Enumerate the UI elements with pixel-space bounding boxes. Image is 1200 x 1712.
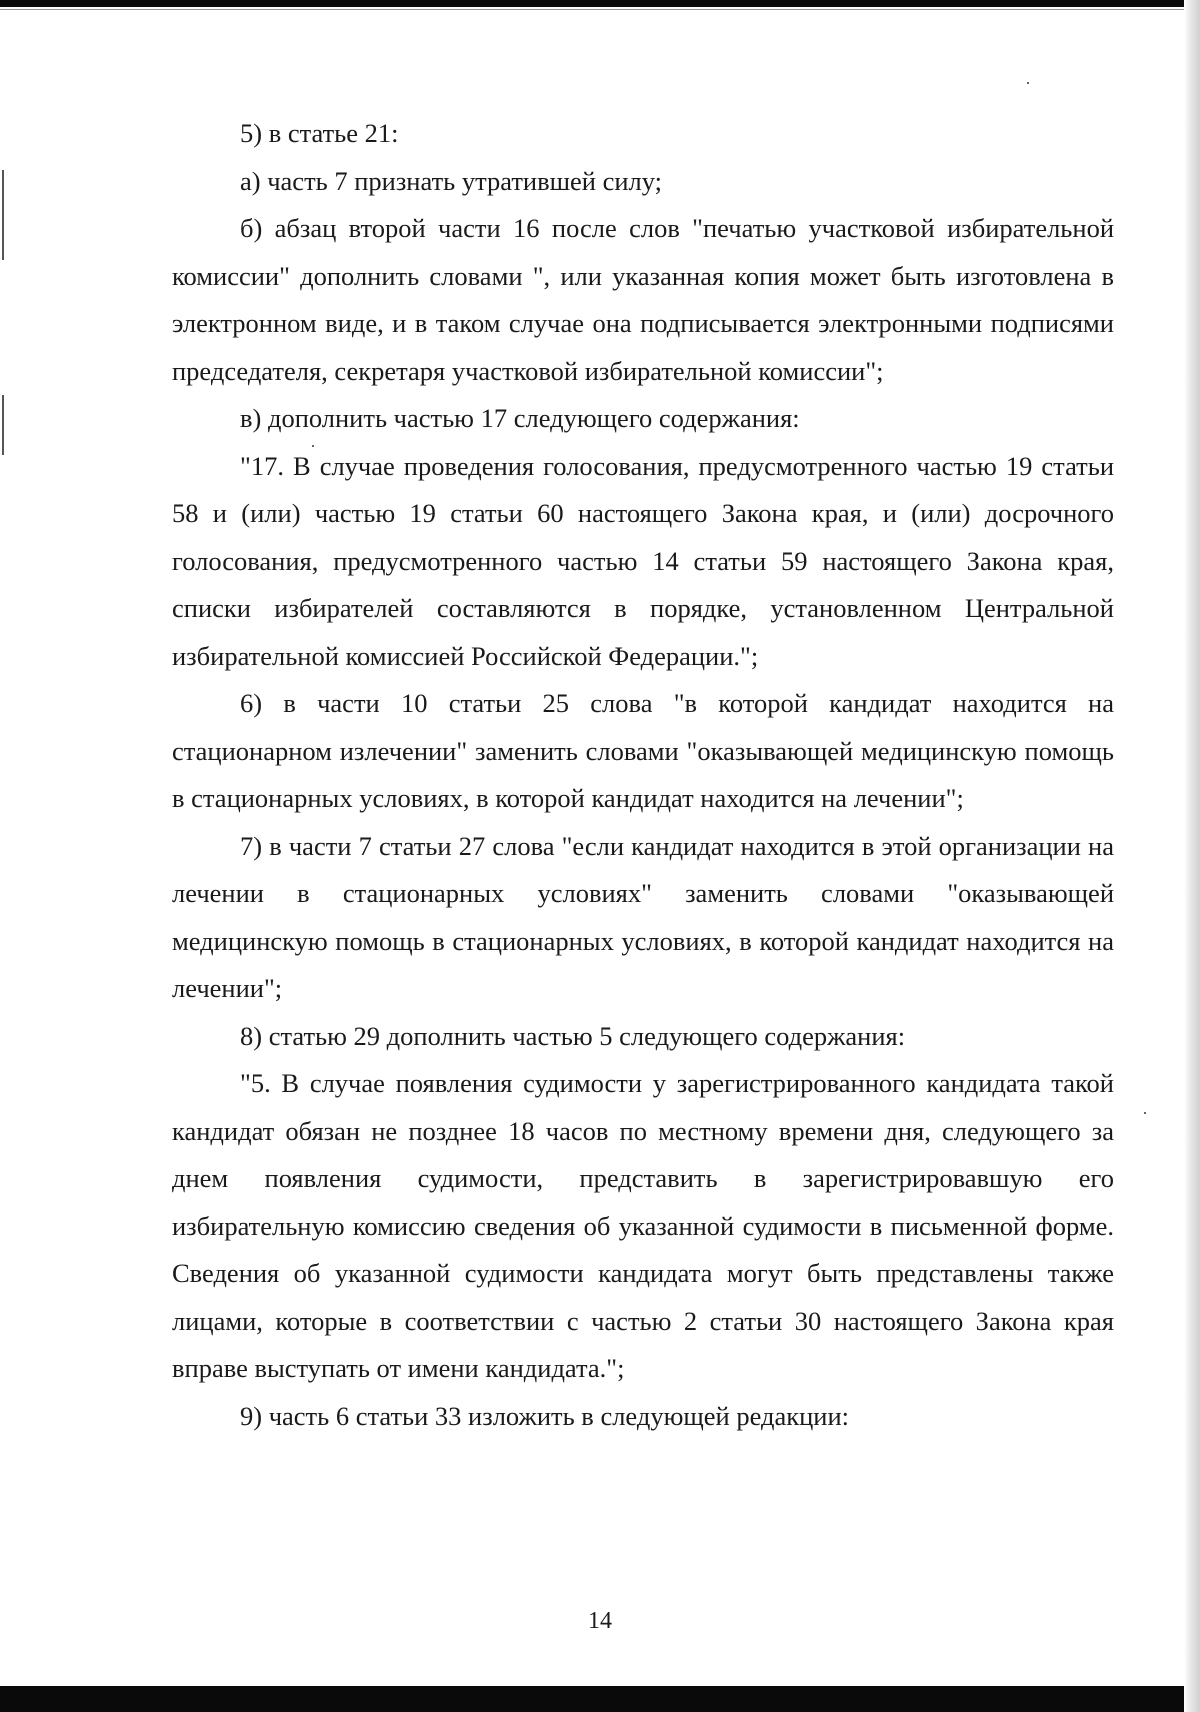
scan-speck (1144, 1112, 1146, 1114)
scan-speck (1027, 82, 1029, 84)
scan-top-border (0, 0, 1200, 7)
paragraph: "5. В случае появления судимости у зарегистрированного кандидата такой кандидат обязан не позднее 18 часов по местному времени дня, следующего за днем появления судимости, представить в зарегистрировавшую его избирательную комиссию сведения об указанной судимости в письменной форме. Сведения об указанной судимости кандидата могут быть представлены также лицами, которые в соответствии с частью 2 статьи 30 настоящего Закона края вправе выступать от имени кандидата."; (172, 1068, 1114, 1383)
paragraph: 7) в части 7 статьи 27 слова "если кандидат находится в этой организации на лечении в стационарных условиях" заменить словами "оказывающей медицинскую помощь в стационарных условиях, в которой кандидат находится на лечении"; (172, 830, 1114, 1003)
scan-right-shadow (1184, 0, 1200, 1712)
paragraph: б) абзац второй части 16 после слов "печатью участковой избирательной комиссии" дополнить словами ", или указанная копия может быть изготовлена в электронном виде, и в таком случае она подписывается электронными подписями председателя, секретаря участковой избирательной комиссии"; (172, 213, 1114, 386)
paragraph: "17. В случае проведения голосования, предусмотренного частью 19 статьи 58 и (или) частью 19 статьи 60 настоящего Закона края, и (или) досрочного голосования, предусмотренного частью 14 статьи 59 настоящего Закона края, списки избирателей составляются в порядке, установленном Центральной избирательной комиссией Российской Федерации."; (172, 450, 1114, 671)
paragraph: 5) в статье 21: (240, 118, 399, 148)
document-body (172, 110, 1114, 1440)
scan-top-line (0, 9, 1200, 10)
scan-left-mark (2, 170, 4, 260)
paragraph: 8) статью 29 дополнить частью 5 следующего содержания: (240, 1020, 906, 1051)
scan-bottom-border (0, 1686, 1200, 1712)
page-number: 14 (588, 1608, 612, 1634)
paragraph: 6) в части 10 статьи 25 слова "в которой кандидат находится на стационарном излечении" заменить словами "оказывающей медицинскую помощь в стационарных условиях, в которой кандидат находится на лечении"; (172, 688, 1114, 813)
paragraph: а) часть 7 признать утратившей силу; (240, 165, 663, 196)
scan-left-mark (2, 395, 4, 455)
paragraph: в) дополнить частью 17 следующего содержания: (240, 403, 800, 433)
paragraph: 9) часть 6 статьи 33 изложить в следующей редакции: (240, 1400, 850, 1431)
